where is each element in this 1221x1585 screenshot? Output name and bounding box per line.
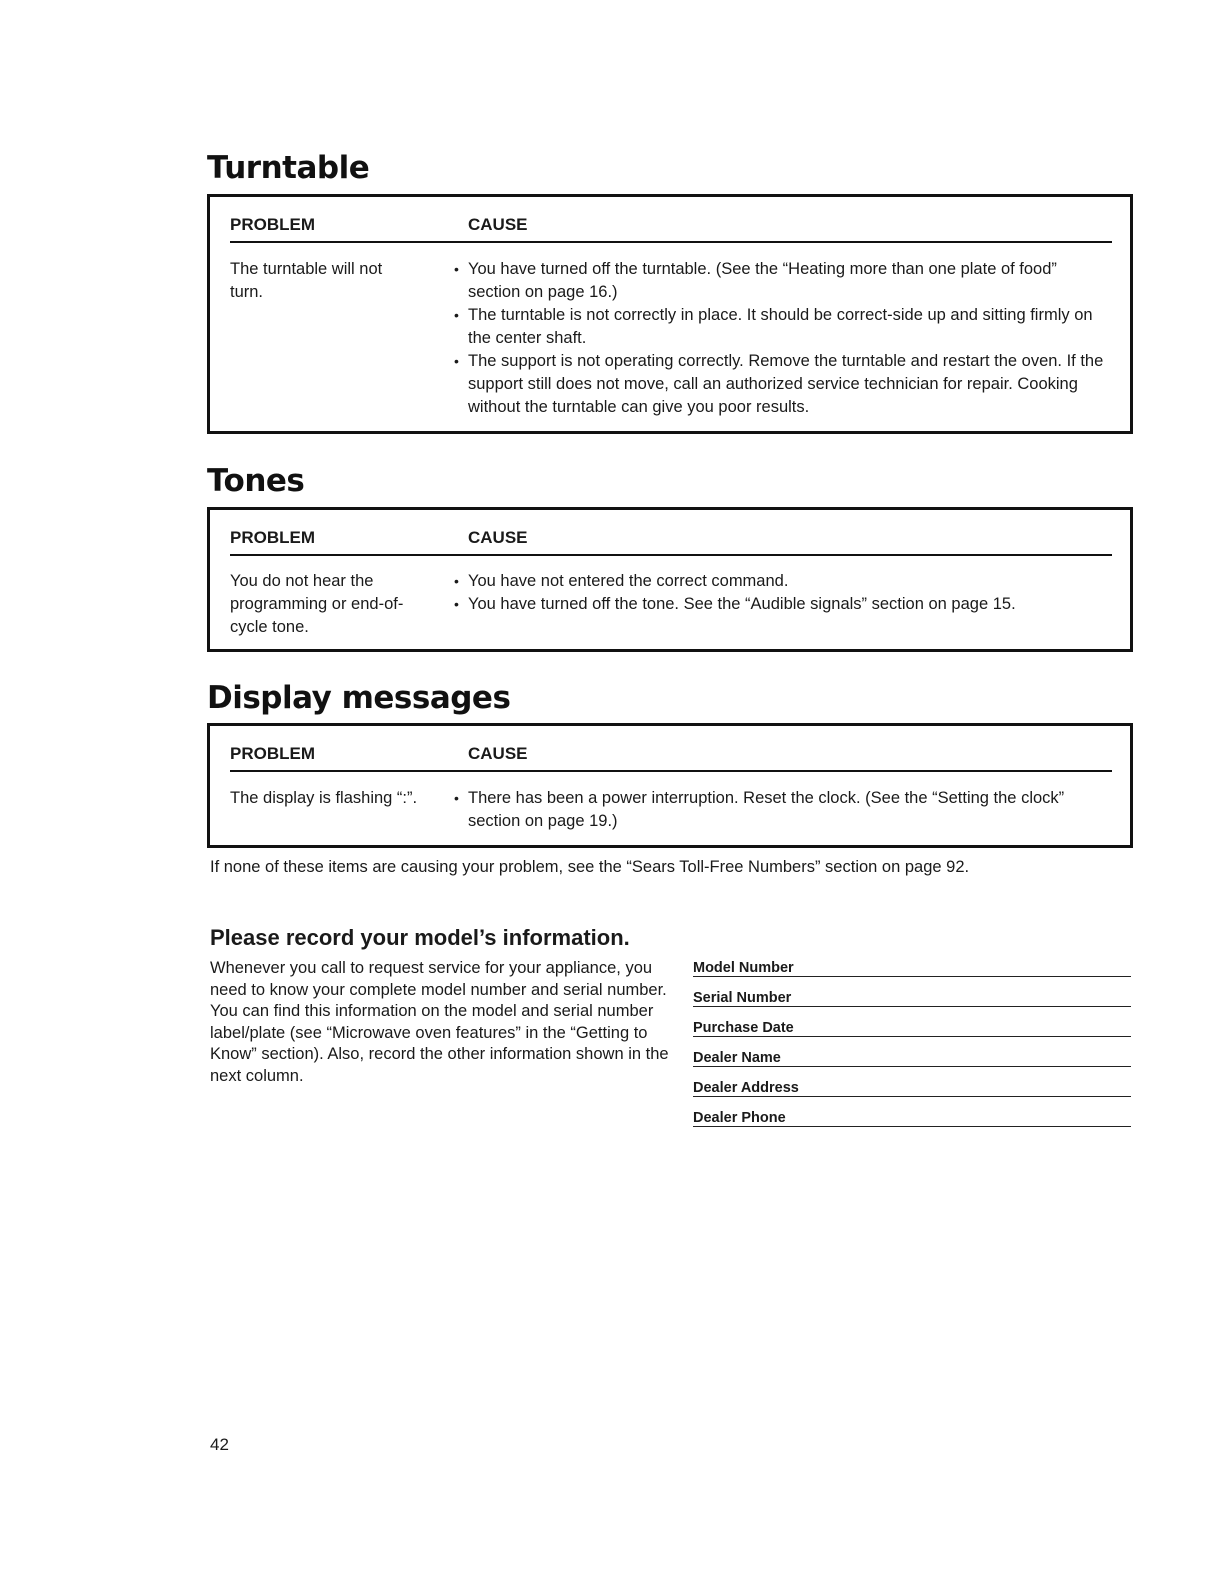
problem-text: The display is flashing “:”. [230, 789, 418, 807]
cause-header: CAUSE [468, 215, 528, 234]
cause-list [454, 787, 1112, 833]
turntable-table [207, 194, 1133, 434]
problem-text: You do not hear the programming or end-of-cycle tone. [230, 572, 404, 636]
problem-text: The turntable will not turn. [230, 260, 383, 301]
table-header [230, 738, 1112, 772]
problem-header: PROBLEM [230, 744, 315, 763]
cause-item: • The turntable is not correctly in place. It should be correct-side up and sitting firmly on the center shaft. [454, 304, 1112, 350]
fill-in-line [693, 1036, 1131, 1037]
model-number-field[interactable] [693, 957, 1133, 987]
serial-number-field[interactable] [693, 987, 1133, 1017]
cause-item: • You have turned off the turntable. (See the “Heating more than one plate of food” section on page 16.) [454, 258, 1112, 304]
field-label: Serial Number [693, 990, 792, 1006]
page-number: 42 [210, 1435, 229, 1454]
field-label: Dealer Name [693, 1050, 781, 1066]
fill-in-line [693, 1096, 1131, 1097]
turntable-title: Turntable [207, 150, 370, 186]
display-messages-table [207, 723, 1133, 848]
tones-table [207, 507, 1133, 652]
footnote: If none of these items are causing your problem, see the “Sears Toll-Free Numbers” section on page 92. [210, 858, 970, 876]
fill-in-line [693, 1006, 1131, 1007]
record-body: Whenever you call to request service for your appliance, you need to know your complete model number and serial number. You can find this information on the model and serial number label/plate (see “Microwave oven features” in the “Getting to Know” section). Also, record the other information shown in the next column. [210, 959, 669, 1085]
table-header [230, 209, 1112, 243]
table-header [230, 522, 1112, 556]
problem-header: PROBLEM [230, 528, 315, 547]
problem-header: PROBLEM [230, 215, 315, 234]
cause-item: • The support is not operating correctly. Remove the turntable and restart the oven. If the support still does not move, call an authorized service technician for repair. Cooking without the turntable can give you poor results. [454, 350, 1112, 419]
record-title: Please record your model’s information. [210, 925, 630, 950]
dealer-address-field[interactable] [693, 1077, 1133, 1107]
dealer-phone-field[interactable] [693, 1107, 1133, 1137]
cause-item: • You have turned off the tone. See the “Audible signals” section on page 15. [454, 593, 1112, 616]
record-fields [693, 957, 1133, 1137]
field-label: Model Number [693, 960, 794, 976]
cause-list [454, 258, 1112, 419]
field-label: Purchase Date [693, 1020, 794, 1036]
cause-item: • There has been a power interruption. Reset the clock. (See the “Setting the clock” section on page 19.) [454, 787, 1112, 833]
fill-in-line [693, 1066, 1131, 1067]
fill-in-line [693, 1126, 1131, 1127]
field-label: Dealer Phone [693, 1110, 786, 1126]
cause-header: CAUSE [468, 528, 528, 547]
cause-list [454, 570, 1112, 616]
purchase-date-field[interactable] [693, 1017, 1133, 1047]
tones-title: Tones [207, 463, 305, 499]
display-messages-title: Display messages [207, 680, 511, 716]
dealer-name-field[interactable] [693, 1047, 1133, 1077]
fill-in-line [693, 976, 1131, 977]
cause-header: CAUSE [468, 744, 528, 763]
field-label: Dealer Address [693, 1080, 799, 1096]
cause-item: • You have not entered the correct command. [454, 570, 1112, 593]
